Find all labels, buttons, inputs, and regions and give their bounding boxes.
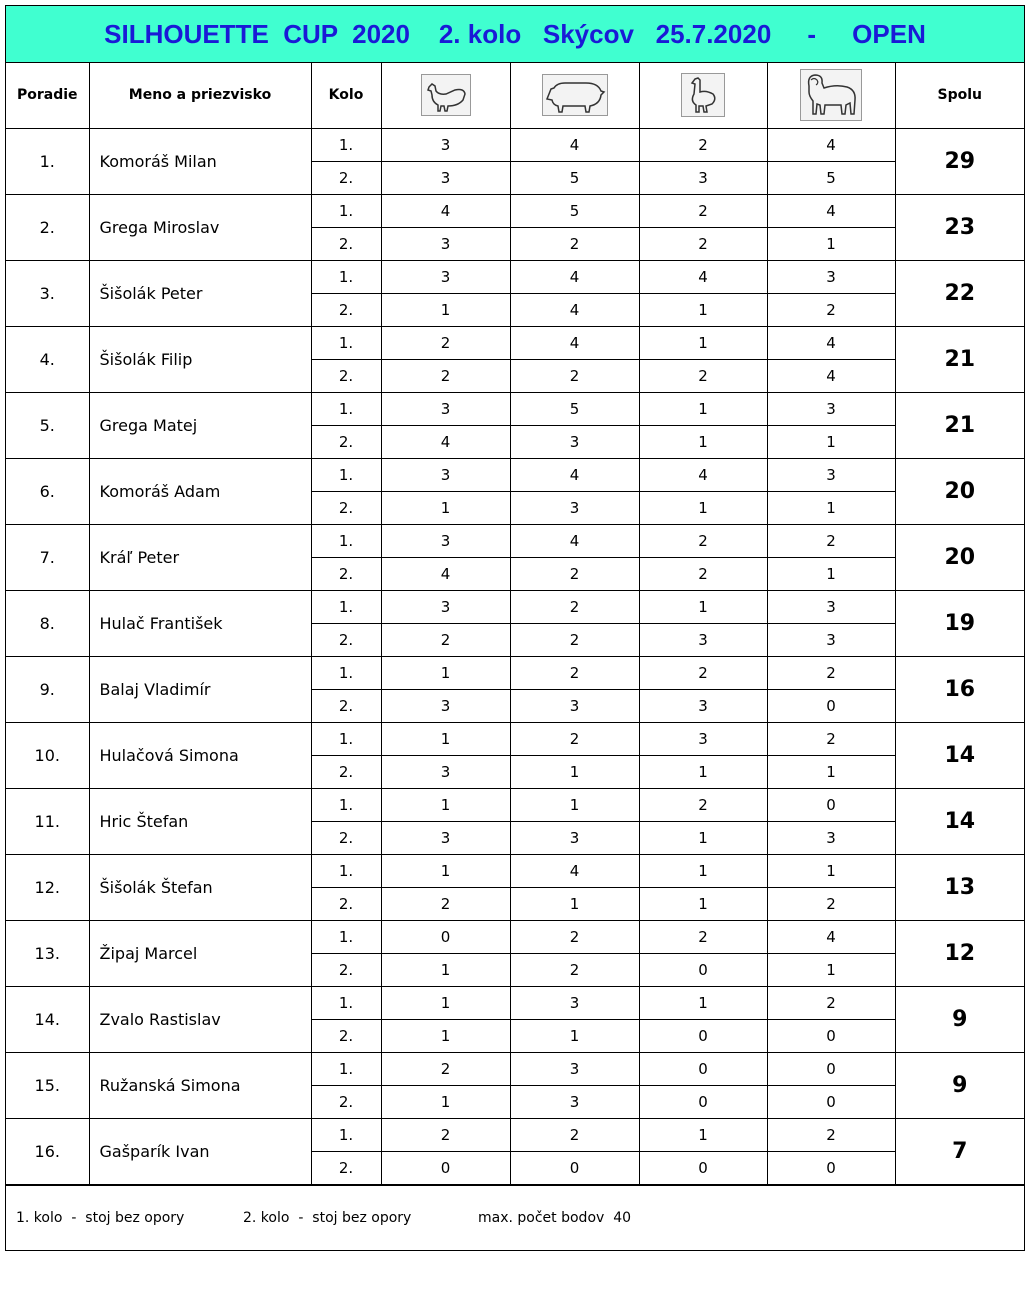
score-cell: 1 [381, 491, 510, 524]
score-cell: 0 [381, 1151, 510, 1184]
score-cell: 4 [510, 260, 639, 293]
score-cell: 1 [639, 986, 767, 1019]
table-row [6, 788, 1024, 821]
round-cell: 2. [311, 755, 381, 788]
score-cell: 0 [767, 788, 895, 821]
score-cell: 1 [381, 953, 510, 986]
score-cell: 4 [510, 326, 639, 359]
round-cell: 2. [311, 227, 381, 260]
header-total: Spolu [895, 63, 1024, 128]
score-cell: 4 [510, 458, 639, 491]
score-cell: 3 [510, 986, 639, 1019]
table-row [6, 590, 1024, 623]
total-cell: 7 [895, 1118, 1024, 1184]
score-cell: 4 [381, 194, 510, 227]
score-cell: 2 [381, 887, 510, 920]
rank-cell: 15. [6, 1052, 89, 1118]
score-cell: 1 [639, 755, 767, 788]
total-cell: 22 [895, 260, 1024, 326]
score-cell: 4 [510, 128, 639, 161]
score-cell: 4 [510, 524, 639, 557]
total-cell: 16 [895, 656, 1024, 722]
score-cell: 2 [381, 359, 510, 392]
score-cell: 3 [767, 623, 895, 656]
rank-cell: 9. [6, 656, 89, 722]
footer-max: max. počet bodov 40 [478, 1209, 632, 1226]
score-cell: 1 [767, 755, 895, 788]
score-cell: 1 [381, 722, 510, 755]
score-cell: 1 [767, 557, 895, 590]
score-cell: 1 [381, 986, 510, 1019]
score-cell: 1 [767, 953, 895, 986]
results-body [6, 128, 1024, 1184]
score-cell: 2 [639, 656, 767, 689]
score-cell: 2 [510, 359, 639, 392]
score-cell: 2 [510, 227, 639, 260]
table-row [6, 392, 1024, 425]
round-cell: 1. [311, 656, 381, 689]
score-cell: 3 [510, 425, 639, 458]
rank-cell: 12. [6, 854, 89, 920]
total-cell: 12 [895, 920, 1024, 986]
table-row [6, 260, 1024, 293]
header-round: Kolo [311, 63, 381, 128]
rank-cell: 1. [6, 128, 89, 194]
round-cell: 1. [311, 722, 381, 755]
score-cell: 3 [510, 689, 639, 722]
round-cell: 2. [311, 161, 381, 194]
total-cell: 21 [895, 326, 1024, 392]
score-cell: 2 [639, 920, 767, 953]
score-cell: 3 [381, 590, 510, 623]
name-cell: Komoráš Milan [89, 128, 311, 194]
name-cell: Balaj Vladimír [89, 656, 311, 722]
round-cell: 2. [311, 689, 381, 722]
score-cell: 3 [381, 227, 510, 260]
rank-cell: 2. [6, 194, 89, 260]
score-cell: 1 [381, 788, 510, 821]
score-cell: 0 [767, 1151, 895, 1184]
round-cell: 1. [311, 986, 381, 1019]
total-cell: 14 [895, 788, 1024, 854]
score-cell: 2 [767, 986, 895, 1019]
score-cell: 2 [381, 326, 510, 359]
score-cell: 3 [381, 689, 510, 722]
results-sheet [5, 5, 1025, 1251]
score-cell: 5 [510, 161, 639, 194]
score-cell: 4 [510, 293, 639, 326]
name-cell: Kráľ Peter [89, 524, 311, 590]
round-cell: 2. [311, 1019, 381, 1052]
score-cell: 3 [767, 260, 895, 293]
results-table [6, 63, 1024, 1185]
score-cell: 3 [767, 458, 895, 491]
round-cell: 1. [311, 194, 381, 227]
footer-notes [6, 1185, 1024, 1250]
table-row [6, 656, 1024, 689]
score-cell: 3 [381, 392, 510, 425]
score-cell: 2 [767, 887, 895, 920]
score-cell: 2 [639, 194, 767, 227]
score-cell: 0 [767, 1052, 895, 1085]
score-cell: 1 [767, 227, 895, 260]
name-cell: Šišolák Peter [89, 260, 311, 326]
round-cell: 1. [311, 326, 381, 359]
score-cell: 4 [639, 458, 767, 491]
rank-cell: 6. [6, 458, 89, 524]
score-cell: 1 [381, 1019, 510, 1052]
score-cell: 5 [510, 392, 639, 425]
round-cell: 2. [311, 425, 381, 458]
round-cell: 2. [311, 887, 381, 920]
score-cell: 2 [510, 656, 639, 689]
round-cell: 1. [311, 1118, 381, 1151]
score-cell: 1 [639, 854, 767, 887]
table-row [6, 326, 1024, 359]
score-cell: 2 [510, 920, 639, 953]
name-cell: Komoráš Adam [89, 458, 311, 524]
score-cell: 0 [767, 689, 895, 722]
round-cell: 1. [311, 458, 381, 491]
score-cell: 0 [639, 953, 767, 986]
score-cell: 1 [381, 656, 510, 689]
ram-icon [800, 69, 862, 121]
score-cell: 2 [510, 722, 639, 755]
name-cell: Grega Matej [89, 392, 311, 458]
rank-cell: 4. [6, 326, 89, 392]
score-cell: 1 [639, 293, 767, 326]
score-cell: 3 [381, 524, 510, 557]
score-cell: 5 [510, 194, 639, 227]
score-cell: 1 [510, 788, 639, 821]
score-cell: 4 [767, 326, 895, 359]
total-cell: 20 [895, 524, 1024, 590]
name-cell: Šišolák Štefan [89, 854, 311, 920]
score-cell: 2 [639, 359, 767, 392]
score-cell: 3 [767, 821, 895, 854]
table-row [6, 128, 1024, 161]
score-cell: 2 [767, 656, 895, 689]
header-rank: Poradie [6, 63, 89, 128]
score-cell: 2 [639, 788, 767, 821]
score-cell: 3 [767, 392, 895, 425]
round-cell: 2. [311, 491, 381, 524]
round-cell: 2. [311, 953, 381, 986]
round-cell: 1. [311, 260, 381, 293]
score-cell: 3 [381, 458, 510, 491]
table-row [6, 194, 1024, 227]
rank-cell: 8. [6, 590, 89, 656]
table-row [6, 458, 1024, 491]
round-cell: 1. [311, 524, 381, 557]
page-title: SILHOUETTE CUP 2020 2. kolo Skýcov 25.7.2020 - OPEN [6, 6, 1024, 63]
header-row [6, 63, 1024, 128]
name-cell: Zvalo Rastislav [89, 986, 311, 1052]
score-cell: 2 [767, 1118, 895, 1151]
round-cell: 1. [311, 128, 381, 161]
score-cell: 3 [381, 161, 510, 194]
score-cell: 1 [639, 326, 767, 359]
score-cell: 4 [639, 260, 767, 293]
rank-cell: 10. [6, 722, 89, 788]
score-cell: 2 [510, 623, 639, 656]
score-cell: 1 [767, 425, 895, 458]
name-cell: Žipaj Marcel [89, 920, 311, 986]
score-cell: 1 [639, 590, 767, 623]
score-cell: 2 [510, 557, 639, 590]
score-cell: 0 [767, 1085, 895, 1118]
score-cell: 1 [381, 293, 510, 326]
total-cell: 9 [895, 986, 1024, 1052]
name-cell: Hric Štefan [89, 788, 311, 854]
score-cell: 2 [381, 1052, 510, 1085]
name-cell: Gašparík Ivan [89, 1118, 311, 1184]
score-cell: 1 [510, 887, 639, 920]
score-cell: 3 [767, 590, 895, 623]
score-cell: 1 [381, 854, 510, 887]
round-cell: 2. [311, 623, 381, 656]
name-cell: Ružanská Simona [89, 1052, 311, 1118]
score-cell: 0 [767, 1019, 895, 1052]
score-cell: 0 [639, 1019, 767, 1052]
table-row [6, 1118, 1024, 1151]
name-cell: Hulačová Simona [89, 722, 311, 788]
round-cell: 1. [311, 920, 381, 953]
table-row [6, 722, 1024, 755]
footer-round1: 1. kolo - stoj bez opory [16, 1209, 185, 1226]
score-cell: 3 [381, 260, 510, 293]
score-cell: 1 [639, 425, 767, 458]
total-cell: 19 [895, 590, 1024, 656]
table-row [6, 854, 1024, 887]
table-row [6, 524, 1024, 557]
rank-cell: 11. [6, 788, 89, 854]
total-cell: 13 [895, 854, 1024, 920]
rank-cell: 3. [6, 260, 89, 326]
score-cell: 1 [767, 491, 895, 524]
rank-cell: 14. [6, 986, 89, 1052]
total-cell: 29 [895, 128, 1024, 194]
score-cell: 2 [767, 293, 895, 326]
score-cell: 2 [639, 128, 767, 161]
score-cell: 4 [767, 359, 895, 392]
score-cell: 1 [639, 821, 767, 854]
chicken-icon [421, 74, 471, 116]
score-cell: 3 [381, 821, 510, 854]
score-cell: 3 [639, 689, 767, 722]
score-cell: 0 [639, 1151, 767, 1184]
score-cell: 2 [381, 623, 510, 656]
total-cell: 9 [895, 1052, 1024, 1118]
score-cell: 4 [510, 854, 639, 887]
header-name: Meno a priezvisko [89, 63, 311, 128]
score-cell: 4 [767, 194, 895, 227]
footer-round2: 2. kolo - stoj bez opory [243, 1209, 412, 1226]
total-cell: 21 [895, 392, 1024, 458]
round-cell: 1. [311, 590, 381, 623]
table-row [6, 1052, 1024, 1085]
rank-cell: 13. [6, 920, 89, 986]
rank-cell: 5. [6, 392, 89, 458]
round-cell: 2. [311, 293, 381, 326]
score-cell: 1 [639, 1118, 767, 1151]
score-cell: 4 [767, 128, 895, 161]
score-cell: 1 [639, 392, 767, 425]
table-row [6, 986, 1024, 1019]
score-cell: 4 [381, 425, 510, 458]
score-cell: 2 [639, 557, 767, 590]
score-cell: 3 [510, 1052, 639, 1085]
score-cell: 3 [510, 491, 639, 524]
round-cell: 1. [311, 788, 381, 821]
round-cell: 2. [311, 557, 381, 590]
score-cell: 1 [767, 854, 895, 887]
score-cell: 1 [381, 1085, 510, 1118]
rank-cell: 7. [6, 524, 89, 590]
score-cell: 1 [639, 887, 767, 920]
score-cell: 0 [510, 1151, 639, 1184]
round-cell: 1. [311, 392, 381, 425]
score-cell: 1 [510, 1019, 639, 1052]
score-cell: 3 [381, 755, 510, 788]
score-cell: 2 [510, 953, 639, 986]
score-cell: 2 [639, 227, 767, 260]
score-cell: 5 [767, 161, 895, 194]
round-cell: 2. [311, 359, 381, 392]
round-cell: 2. [311, 821, 381, 854]
score-cell: 3 [639, 623, 767, 656]
score-cell: 2 [510, 1118, 639, 1151]
score-cell: 0 [639, 1085, 767, 1118]
table-row [6, 920, 1024, 953]
score-cell: 3 [381, 128, 510, 161]
score-cell: 2 [767, 722, 895, 755]
name-cell: Grega Miroslav [89, 194, 311, 260]
name-cell: Hulač František [89, 590, 311, 656]
score-cell: 4 [381, 557, 510, 590]
score-cell: 2 [639, 524, 767, 557]
pig-icon [542, 74, 608, 116]
round-cell: 1. [311, 854, 381, 887]
score-cell: 2 [767, 524, 895, 557]
score-cell: 3 [639, 722, 767, 755]
score-cell: 1 [510, 755, 639, 788]
round-cell: 2. [311, 1151, 381, 1184]
score-cell: 4 [767, 920, 895, 953]
round-cell: 2. [311, 1085, 381, 1118]
score-cell: 0 [639, 1052, 767, 1085]
rank-cell: 16. [6, 1118, 89, 1184]
score-cell: 2 [381, 1118, 510, 1151]
total-cell: 23 [895, 194, 1024, 260]
score-cell: 3 [510, 821, 639, 854]
round-cell: 1. [311, 1052, 381, 1085]
score-cell: 3 [639, 161, 767, 194]
total-cell: 14 [895, 722, 1024, 788]
score-cell: 3 [510, 1085, 639, 1118]
score-cell: 0 [381, 920, 510, 953]
score-cell: 2 [510, 590, 639, 623]
turkey-icon [681, 73, 725, 117]
name-cell: Šišolák Filip [89, 326, 311, 392]
score-cell: 1 [639, 491, 767, 524]
total-cell: 20 [895, 458, 1024, 524]
